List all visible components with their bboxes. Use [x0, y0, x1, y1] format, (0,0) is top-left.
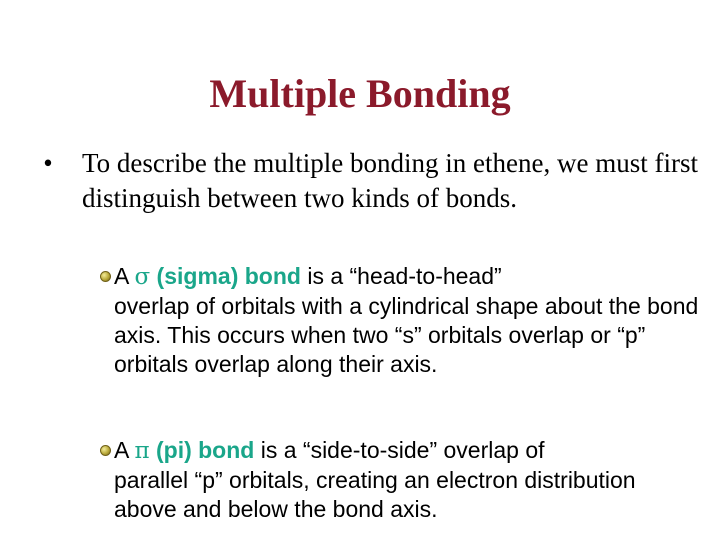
slide-title: Multiple Bonding — [209, 71, 511, 116]
main-bullet — [28, 146, 698, 216]
pi-bond-item — [100, 436, 700, 524]
sigma-bond-first-line — [100, 262, 700, 292]
sigma-prefix: A — [114, 263, 135, 289]
pi-prefix: A — [114, 437, 135, 463]
pi-first-line-rest: is a “side-to-side” overlap of — [254, 437, 545, 463]
pi-term-text: (pi) bond — [149, 437, 255, 463]
pi-bond-first-line — [100, 436, 700, 466]
sigma-bond-term — [134, 263, 300, 289]
sigma-bond-item — [100, 262, 700, 379]
sigma-bond-description: overlap of orbitals with a cylindrical shape about the bond axis. This occurs when two “s” orbitals overlap or “p” orbitals overlap along their axis. — [114, 293, 699, 377]
sphere-bullet-icon — [100, 271, 111, 282]
sigma-symbol: σ — [134, 264, 151, 290]
main-bullet-text: To describe the multiple bonding in ethene, we must first distinguish between two kinds of bonds. — [82, 148, 698, 213]
bullet-dot-icon: • — [43, 148, 53, 178]
sigma-first-line-rest: is a “head-to-head” — [300, 263, 502, 289]
pi-symbol: π — [134, 438, 150, 464]
sigma-term-text: (sigma) bond — [150, 263, 301, 289]
sphere-bullet-icon — [100, 445, 111, 456]
pi-bond-term — [134, 437, 254, 463]
pi-bond-description: parallel “p” orbitals, creating an electron distribution above and below the bond axis. — [114, 467, 636, 522]
